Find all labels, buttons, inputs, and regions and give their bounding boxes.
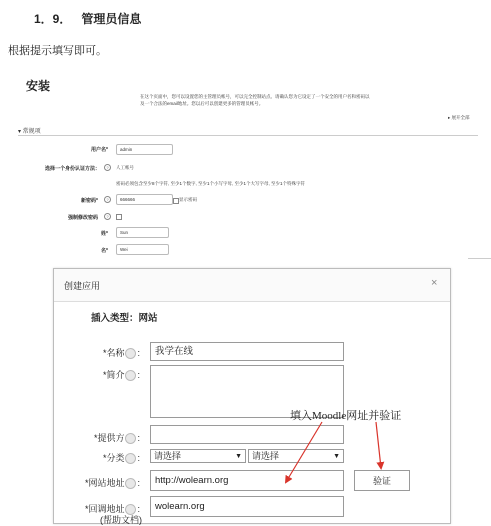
arrow-to-verify-button: [376, 422, 381, 468]
callback-label-text: *回调地址: [84, 504, 125, 514]
category-label-text: *分类: [102, 453, 125, 463]
auth-method-label: 选择一个身份认证方法：: [44, 166, 100, 172]
help-doc-link[interactable]: (帮助文档): [100, 515, 142, 525]
force-change-label: 强制修改密码: [67, 215, 98, 221]
dropdown-arrow-icon: ▼: [235, 453, 242, 460]
expand-all-link[interactable]: ▸ 展开全部: [448, 115, 470, 120]
dropdown-arrow-icon: ▼: [333, 453, 340, 460]
section-title: 管理员信息: [81, 12, 142, 26]
password-input[interactable]: 666666: [116, 194, 173, 205]
section-number: 1．9．: [34, 12, 72, 26]
general-section-toggle[interactable]: ▾ 常规项: [18, 129, 41, 135]
category-select-1-value: 请选择: [154, 451, 182, 461]
help-icon[interactable]: ?: [104, 213, 111, 220]
username-label: 用户名*: [91, 147, 108, 153]
firstname-input[interactable]: Wei: [116, 244, 169, 255]
help-icon[interactable]: ?: [104, 196, 111, 203]
name-input[interactable]: 我学在线: [150, 342, 344, 361]
close-icon[interactable]: ×: [431, 277, 438, 289]
surname-label: 姓*: [101, 231, 108, 237]
intro-label-text: *简介: [102, 370, 125, 380]
category-label: *分类 :: [102, 453, 140, 463]
auth-method-value: 人工帐号: [116, 165, 134, 170]
username-input[interactable]: admin: [116, 144, 173, 155]
verify-button[interactable]: 验证: [354, 470, 410, 491]
name-label-text: *名称: [102, 348, 125, 358]
category-select-2-value: 请选择: [252, 451, 280, 461]
provider-label: *提供方 :: [93, 433, 140, 443]
intro-text: 根据提示填写即可。: [8, 45, 107, 57]
annotation-text: 填入Moodle网址并验证: [290, 410, 402, 422]
install-description: 在这个页面中，您可以设置您的主管理员帐号，可以完全控制站点。请确认您为它设定了一个安全的用户名和密码以及一个合法的email地址。您以后可以创建更多的管理员帐号。: [140, 94, 370, 106]
show-password-label: 显示密码: [179, 197, 197, 202]
password-rule: 密码必须包含至少8个字符, 至少1个数字, 至少1个小写字母, 至少1个大写字母, 至少1个特殊字符: [116, 181, 306, 186]
site-url-label-text: *网站地址: [84, 478, 125, 488]
password-label: 新密码*: [81, 198, 98, 204]
insert-type-label: 插入类型：网站: [91, 313, 158, 324]
install-title: 安装: [26, 79, 51, 93]
surname-input[interactable]: Sun: [116, 227, 169, 238]
callback-url-input[interactable]: wolearn.org: [150, 496, 344, 517]
provider-label-text: *提供方: [93, 433, 125, 443]
site-url-label: *网站地址 :: [84, 478, 140, 488]
intro-label: *简介 :: [102, 370, 140, 380]
arrow-to-url-input: [286, 422, 322, 482]
dialog-title: 创建应用: [64, 281, 101, 291]
site-url-input[interactable]: http://wolearn.org: [150, 470, 344, 491]
help-icon[interactable]: ?: [104, 164, 111, 171]
name-label: *名称 :: [102, 348, 140, 358]
firstname-label: 名*: [101, 248, 108, 254]
callback-label: *回调地址 :: [84, 504, 140, 514]
